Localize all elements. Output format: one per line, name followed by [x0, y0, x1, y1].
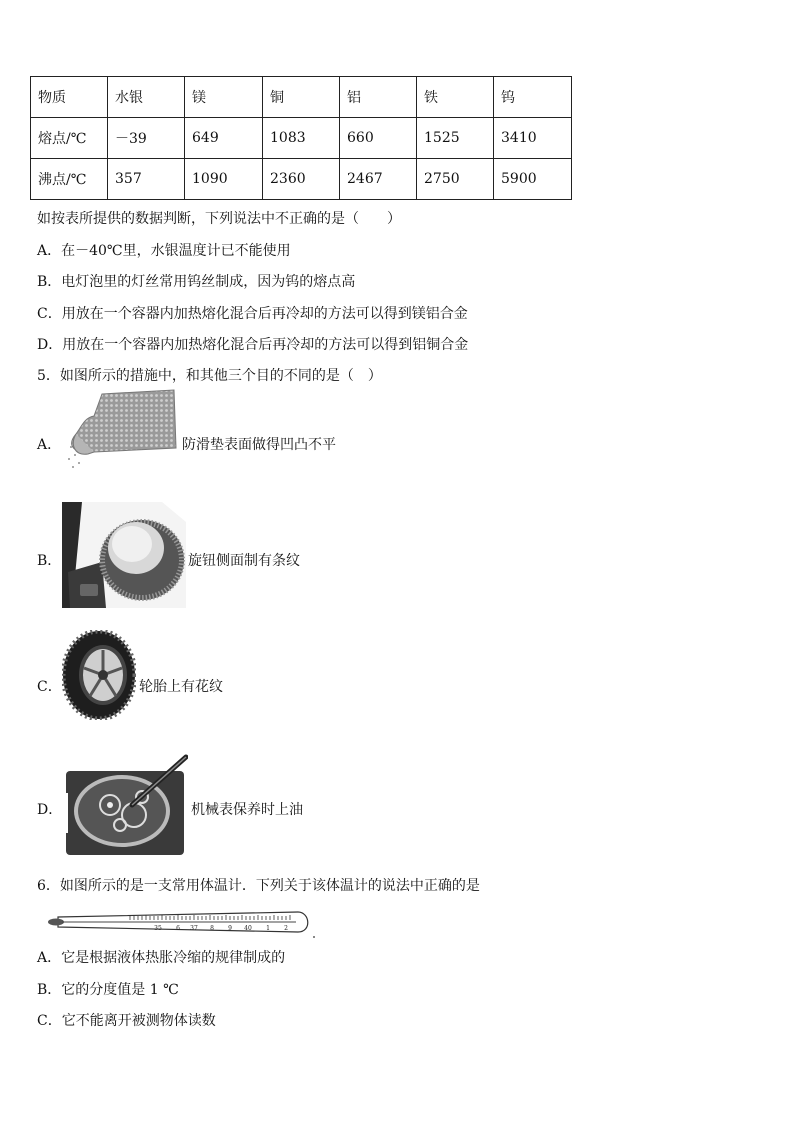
scale-label: 8: [210, 925, 214, 932]
table-cell: 铁: [417, 77, 494, 118]
q6-option-b: B．它的分度值是 1 ℃: [37, 982, 179, 998]
table-row: [31, 77, 572, 118]
q5-option-b-letter: B．: [37, 553, 62, 569]
q5-option-c-letter: C．: [37, 679, 62, 695]
table-cell: 2750: [417, 159, 494, 200]
q4-option-c: C．用放在一个容器内加热熔化混合后再冷却的方法可以得到镁铝合金: [37, 306, 468, 322]
q4-option-d: D．用放在一个容器内加热熔化混合后再冷却的方法可以得到铝铜合金: [37, 337, 469, 353]
watch-oiling-image: [62, 753, 188, 859]
tire-image: [62, 630, 136, 720]
q4-option-a: A．在－40℃里，水银温度计已不能使用: [37, 243, 291, 259]
q5-stem: 5．如图所示的措施中，和其他三个目的不同的是（ ）: [37, 368, 382, 384]
table-cell: 3410: [494, 118, 572, 159]
table-cell: 物质: [31, 77, 108, 118]
table-cell: 铝: [340, 77, 417, 118]
table-cell: 1525: [417, 118, 494, 159]
scale-label: 9: [228, 925, 232, 932]
table-cell: 649: [185, 118, 263, 159]
scale-label: 2: [284, 925, 288, 932]
scale-label: 40: [244, 925, 252, 932]
q5-option-b-caption: 旋钮侧面制有条纹: [188, 553, 300, 569]
q6-stem: 6．如图所示的是一支常用体温计．下列关于该体温计的说法中正确的是: [37, 878, 480, 894]
table-cell: 钨: [494, 77, 572, 118]
table-cell: 357: [108, 159, 185, 200]
q5-option-a-letter: A．: [37, 437, 62, 453]
q6-option-c: C．它不能离开被测物体读数: [37, 1013, 216, 1029]
q5-option-c-caption: 轮胎上有花纹: [139, 679, 223, 695]
q5-option-d-letter: D．: [37, 802, 63, 818]
q5-option-d-caption: 机械表保养时上油: [191, 802, 303, 818]
table-row: [31, 118, 572, 159]
clinical-thermometer-image: [44, 906, 320, 940]
table-cell: 沸点/℃: [31, 159, 108, 200]
table-cell: 熔点/℃: [31, 118, 108, 159]
q4-option-b: B．电灯泡里的灯丝常用钨丝制成，因为钨的熔点高: [37, 274, 356, 290]
table-cell: 水银: [108, 77, 185, 118]
table-cell: 5900: [494, 159, 572, 200]
table-cell: 660: [340, 118, 417, 159]
scale-label: 35: [154, 925, 162, 932]
table-cell: 2360: [263, 159, 340, 200]
scale-label: 37: [190, 925, 198, 932]
scale-label: 1: [266, 925, 270, 932]
q6-option-a: A．它是根据液体热胀冷缩的规律制成的: [37, 950, 286, 966]
table-cell: 1090: [185, 159, 263, 200]
table-cell: 1083: [263, 118, 340, 159]
table-cell: 2467: [340, 159, 417, 200]
q5-option-a-caption: 防滑垫表面做得凹凸不平: [182, 437, 336, 453]
melting-boiling-table: [30, 76, 572, 200]
table-cell: 铜: [263, 77, 340, 118]
anti-slip-mat-image: [64, 388, 179, 470]
scale-label: 6: [176, 925, 180, 932]
table-cell: 镁: [185, 77, 263, 118]
table-row: [31, 159, 572, 200]
q4-stem: 如按表所提供的数据判断，下列说法中不正确的是（ ）: [37, 211, 401, 227]
table-cell: －39: [108, 118, 185, 159]
knob-image: [62, 502, 186, 608]
